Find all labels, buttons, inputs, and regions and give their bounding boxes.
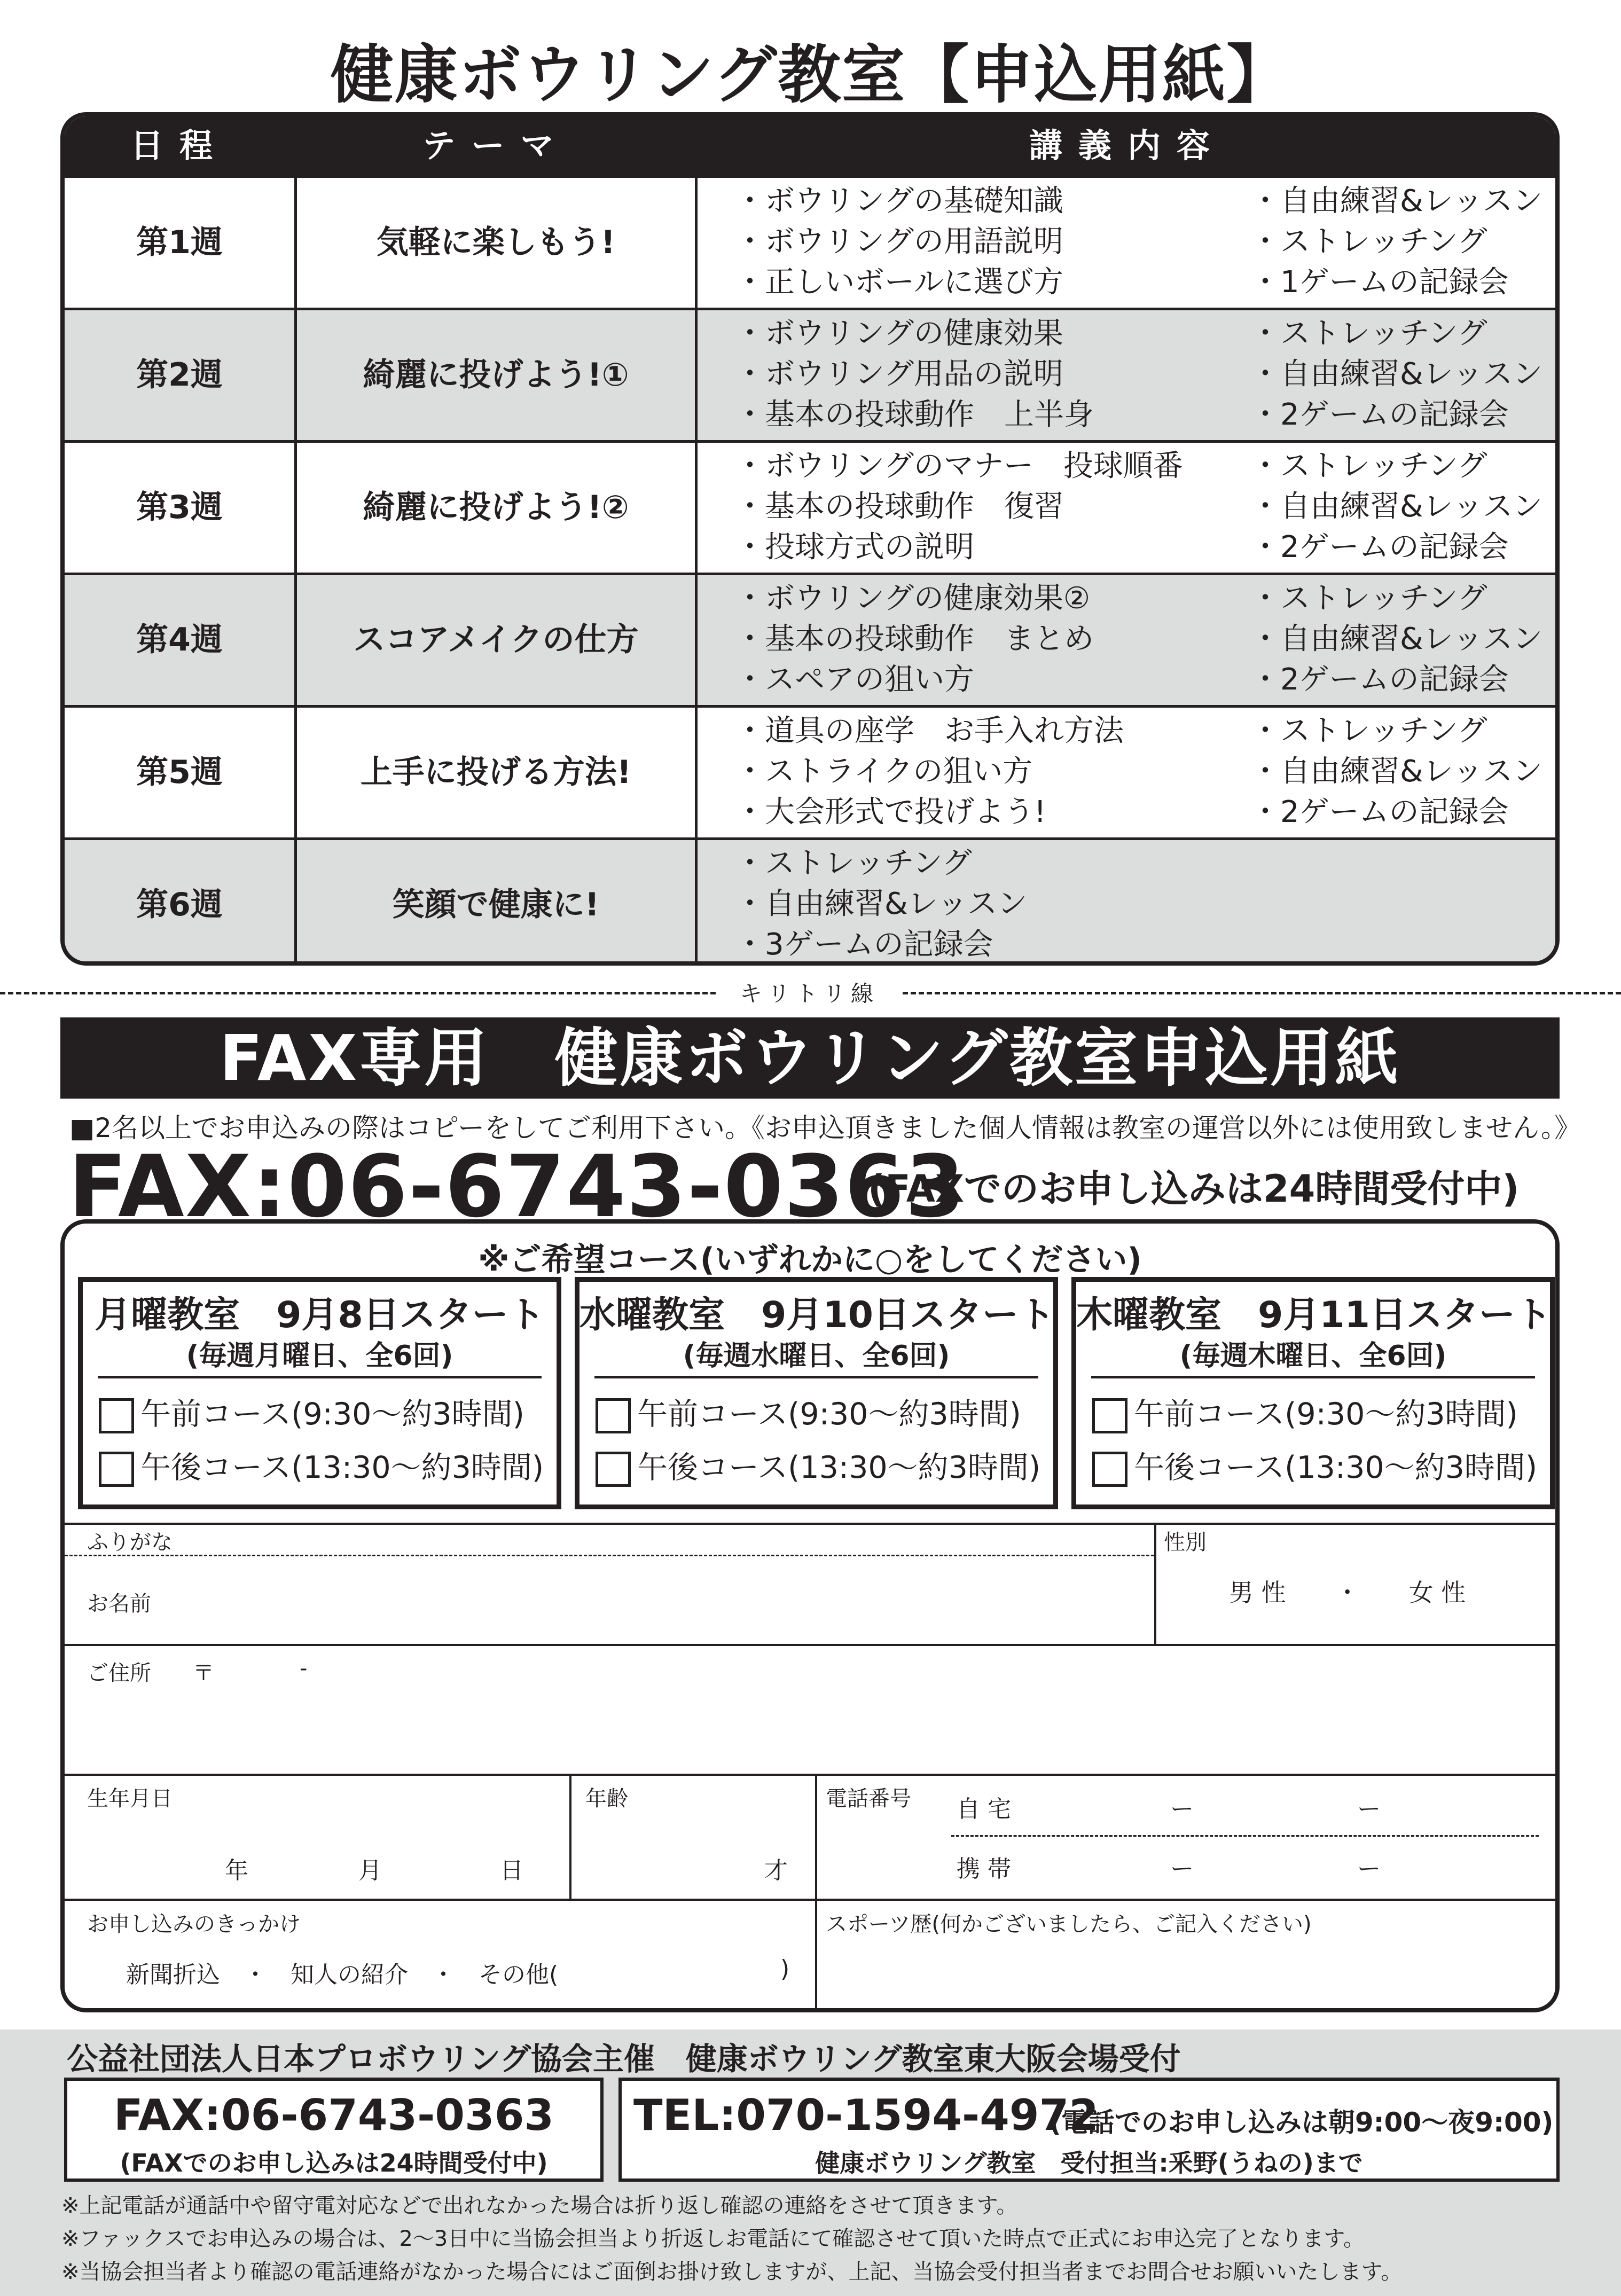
content-list bbox=[1250, 181, 1549, 303]
organizer: 公益社団法人日本プロボウリング協会主催 健康ボウリング教室東大阪会場受付 bbox=[67, 2041, 1181, 2077]
footer-tel-contact: 健康ボウリング教室 受付担当:釆野(うねの)まで bbox=[815, 2149, 1363, 2177]
content-item: ・正しいボールに選び方 bbox=[735, 265, 1063, 300]
home-phone-label: 自 宅 bbox=[957, 1796, 1011, 1823]
furigana-label: ふりがな bbox=[87, 1530, 173, 1555]
content-item: ・ストレッチング bbox=[1250, 581, 1487, 616]
checkbox[interactable] bbox=[99, 1452, 134, 1487]
rule-vertical bbox=[1154, 1523, 1156, 1644]
content-item: ・1ゲームの記録会 bbox=[1250, 265, 1509, 300]
content-item: ・ボウリングのマナー 投球順番 bbox=[735, 449, 1183, 483]
schedule-row bbox=[65, 308, 1555, 440]
gender-label: 性別 bbox=[1164, 1530, 1207, 1555]
content-list bbox=[735, 843, 1269, 965]
fax-banner: FAX専用 健康ボウリング教室申込用紙 bbox=[60, 1017, 1560, 1099]
course-thursday bbox=[1071, 1277, 1555, 1509]
content-item: ・自由練習&レッスン bbox=[1250, 622, 1543, 656]
mobile-phone-label: 携 帯 bbox=[957, 1855, 1011, 1883]
postal-mark: 〒 bbox=[193, 1661, 214, 1686]
content-list bbox=[735, 711, 1269, 833]
phone-dash: ー bbox=[1170, 1855, 1194, 1883]
checkbox[interactable] bbox=[1092, 1398, 1127, 1433]
checkbox[interactable] bbox=[596, 1398, 631, 1433]
content-list bbox=[1250, 314, 1549, 435]
option-label: 午前コース(9:30〜約3時間) bbox=[140, 1397, 524, 1432]
course-option-pm[interactable] bbox=[1092, 1447, 1537, 1488]
rule-dashed bbox=[65, 1555, 1154, 1556]
divider bbox=[594, 1376, 1038, 1378]
course-title: 月曜教室 9月8日スタート bbox=[95, 1294, 545, 1336]
rule bbox=[65, 1644, 1556, 1646]
course-option-am[interactable] bbox=[1092, 1394, 1518, 1435]
theme-label: 綺麗に投げよう!① bbox=[363, 356, 629, 394]
privacy-notice: ■2名以上でお申込みの際はコピーをしてご利用下さい。《お申込頂きました個人情報は教室の運営以外には使用致しません。》 bbox=[69, 1112, 1581, 1143]
schedule-row bbox=[65, 705, 1555, 837]
footer-note: ※ファックスでお申込みの場合は、2〜3日中に当協会担当より折返しお電話にて確認させて頂いた時点で正式にお申込完了となります。 bbox=[61, 2227, 1365, 2251]
content-item: ・自由練習&レッスン bbox=[1250, 754, 1543, 789]
content-item: ・3ゲームの記録会 bbox=[735, 927, 993, 962]
footer-note: ※当協会担当者より確認の電話連絡がなかった場合にはご面倒お掛け致しますが、上記、当協会受付担当者までお問合せお願いいたします。 bbox=[61, 2260, 1403, 2284]
option-label: 午後コース(13:30〜約3時間) bbox=[1134, 1450, 1538, 1485]
content-list bbox=[735, 181, 1269, 303]
column-divider bbox=[695, 178, 698, 308]
course-subtitle: (毎週木曜日、全6回) bbox=[1179, 1340, 1447, 1372]
column-divider bbox=[695, 840, 698, 966]
content-list bbox=[1250, 711, 1549, 833]
course-title: 水曜教室 9月10日スタート bbox=[580, 1294, 1055, 1336]
course-title: 木曜教室 9月11日スタート bbox=[1076, 1294, 1552, 1336]
week-label: 第2週 bbox=[136, 356, 223, 394]
phone-dash: ー bbox=[1357, 1796, 1381, 1823]
week-label: 第6週 bbox=[136, 886, 223, 923]
footer-tel: TEL:070-1594-4972 bbox=[633, 2090, 1099, 2140]
footer-tel-box bbox=[618, 2078, 1560, 2182]
fax-number: FAX:06-6743-0363 bbox=[68, 1137, 966, 1236]
phone-dash: ー bbox=[1357, 1855, 1381, 1883]
trigger-close: ) bbox=[780, 1955, 790, 1982]
content-item: ・自由練習&レッスン bbox=[1250, 489, 1543, 524]
course-option-pm[interactable] bbox=[99, 1447, 544, 1488]
content-item: ・基本の投球動作 上半身 bbox=[735, 397, 1094, 432]
year-unit: 年 bbox=[225, 1857, 248, 1884]
content-item: ・基本の投球動作 まとめ bbox=[735, 622, 1094, 656]
application-form bbox=[60, 1219, 1560, 2012]
content-item: ・ストレッチング bbox=[1250, 449, 1487, 483]
column-divider bbox=[695, 310, 698, 440]
theme-label: スコアメイクの仕方 bbox=[353, 621, 639, 659]
rule-dashed bbox=[951, 1835, 1539, 1837]
content-item: ・ストレッチング bbox=[1250, 316, 1487, 351]
fax-number-note: (FAXでのお申し込みは24時間受付中) bbox=[868, 1167, 1520, 1211]
option-label: 午後コース(13:30〜約3時間) bbox=[637, 1450, 1041, 1485]
phone-dash: ー bbox=[1170, 1796, 1194, 1823]
course-option-am[interactable] bbox=[596, 1394, 1021, 1435]
rule bbox=[65, 1774, 1556, 1776]
content-list bbox=[1250, 446, 1549, 568]
footer-fax: FAX:06-6743-0363 bbox=[113, 2090, 554, 2140]
month-unit: 月 bbox=[358, 1857, 382, 1884]
option-label: 午前コース(9:30〜約3時間) bbox=[637, 1397, 1021, 1432]
day-unit: 日 bbox=[500, 1857, 523, 1884]
theme-label: 笑顔で健康に! bbox=[392, 886, 600, 923]
course-option-am[interactable] bbox=[99, 1394, 524, 1435]
schedule-row bbox=[65, 837, 1555, 966]
course-wednesday bbox=[575, 1277, 1058, 1509]
schedule-header bbox=[65, 116, 1555, 175]
name-label: お名前 bbox=[87, 1592, 151, 1616]
content-item: ・ストレッチング bbox=[735, 846, 972, 881]
content-item: ・自由練習&レッスン bbox=[735, 887, 1028, 921]
column-divider bbox=[695, 708, 698, 837]
week-label: 第4週 bbox=[136, 621, 223, 659]
checkbox[interactable] bbox=[1092, 1452, 1127, 1487]
option-label: 午後コース(13:30〜約3時間) bbox=[140, 1450, 544, 1485]
age-label: 年齢 bbox=[585, 1786, 628, 1811]
content-item: ・道具の座学 お手入れ方法 bbox=[735, 714, 1124, 748]
content-item: ・ストライクの狙い方 bbox=[735, 754, 1033, 789]
gender-options[interactable]: 男 性 ・ 女 性 bbox=[1229, 1578, 1466, 1607]
trigger-options[interactable]: 新聞折込 ・ 知人の紹介 ・ その他( bbox=[126, 1961, 559, 1988]
phone-label: 電話番号 bbox=[826, 1786, 911, 1811]
content-item: ・2ゲームの記録会 bbox=[1250, 397, 1509, 432]
footer-tel-note: (電話でのお申し込みは朝9:00〜夜9:00) bbox=[1049, 2107, 1554, 2138]
address-label: ご住所 bbox=[87, 1661, 151, 1686]
divider bbox=[98, 1376, 542, 1378]
sports-label: スポーツ歴(何かございましたら、ご記入ください) bbox=[826, 1912, 1312, 1937]
content-item: ・自由練習&レッスン bbox=[1250, 184, 1543, 218]
birth-label: 生年月日 bbox=[87, 1786, 173, 1811]
trigger-label: お申し込みのきっかけ bbox=[87, 1912, 301, 1937]
content-item: ・スペアの狙い方 bbox=[735, 662, 974, 697]
week-label: 第5週 bbox=[136, 754, 223, 791]
content-item: ・2ゲームの記録会 bbox=[1250, 530, 1509, 565]
schedule-row bbox=[65, 440, 1555, 573]
cut-line-label: キリトリ線 bbox=[739, 981, 879, 1007]
option-label: 午前コース(9:30〜約3時間) bbox=[1134, 1397, 1518, 1432]
content-list bbox=[1250, 578, 1549, 700]
footer-fax-box bbox=[64, 2078, 604, 2182]
content-item: ・ストレッチング bbox=[1250, 714, 1487, 748]
header-content: 講義内容 bbox=[1029, 126, 1226, 165]
course-monday bbox=[78, 1277, 561, 1509]
course-option-pm[interactable] bbox=[596, 1447, 1040, 1488]
content-item: ・ボウリングの基礎知識 bbox=[735, 184, 1063, 218]
content-list bbox=[735, 314, 1269, 435]
content-list bbox=[735, 446, 1269, 568]
content-item: ・大会形式で投げよう! bbox=[735, 795, 1046, 829]
week-label: 第3週 bbox=[136, 489, 223, 526]
column-divider bbox=[695, 575, 698, 705]
content-item: ・自由練習&レッスン bbox=[1250, 357, 1543, 391]
content-item: ・ストレッチング bbox=[1250, 224, 1487, 259]
content-list bbox=[735, 578, 1269, 700]
content-item: ・ボウリングの健康効果 bbox=[735, 316, 1063, 351]
footer-note: ※上記電話が通話中や留守電対応などで出れなかった場合は折り返し確認の連絡をさせて頂きます。 bbox=[61, 2193, 1018, 2218]
page-title: 健康ボウリング教室【申込用紙】 bbox=[330, 38, 1291, 112]
header-theme: テーマ bbox=[422, 126, 570, 165]
rule-vertical bbox=[569, 1774, 571, 1899]
theme-label: 綺麗に投げよう!② bbox=[363, 489, 629, 526]
cut-line-left bbox=[0, 992, 716, 994]
theme-label: 気軽に楽しもう! bbox=[376, 224, 616, 261]
content-item: ・ボウリング用品の説明 bbox=[735, 357, 1063, 391]
rule bbox=[65, 1899, 1556, 1901]
cut-line-right bbox=[903, 992, 1621, 994]
schedule-row bbox=[65, 573, 1555, 705]
divider bbox=[1091, 1376, 1535, 1378]
header-schedule: 日程 bbox=[130, 126, 229, 165]
content-item: ・2ゲームの記録会 bbox=[1250, 662, 1509, 697]
content-item: ・投球方式の説明 bbox=[735, 530, 974, 565]
schedule-row bbox=[65, 175, 1555, 308]
course-hint: ※ご希望コース(いずれかに○をしてください) bbox=[478, 1241, 1142, 1279]
checkbox[interactable] bbox=[596, 1452, 631, 1487]
schedule-table bbox=[60, 112, 1560, 966]
content-item: ・2ゲームの記録会 bbox=[1250, 795, 1509, 829]
theme-label: 上手に投げる方法! bbox=[360, 754, 632, 791]
week-label: 第1週 bbox=[136, 224, 223, 261]
content-item: ・ボウリングの用語説明 bbox=[735, 224, 1063, 259]
checkbox[interactable] bbox=[99, 1398, 134, 1433]
rule-vertical bbox=[815, 1774, 817, 2012]
footer-fax-note: (FAXでのお申し込みは24時間受付中) bbox=[120, 2149, 548, 2177]
rule bbox=[65, 1523, 1556, 1525]
course-subtitle: (毎週水曜日、全6回) bbox=[683, 1340, 950, 1372]
content-item: ・ボウリングの健康効果② bbox=[735, 581, 1091, 616]
column-divider bbox=[695, 443, 698, 573]
postal-dash: - bbox=[300, 1656, 308, 1681]
age-unit: 才 bbox=[764, 1857, 788, 1884]
course-subtitle: (毎週月曜日、全6回) bbox=[186, 1340, 453, 1372]
content-item: ・基本の投球動作 復習 bbox=[735, 489, 1064, 524]
